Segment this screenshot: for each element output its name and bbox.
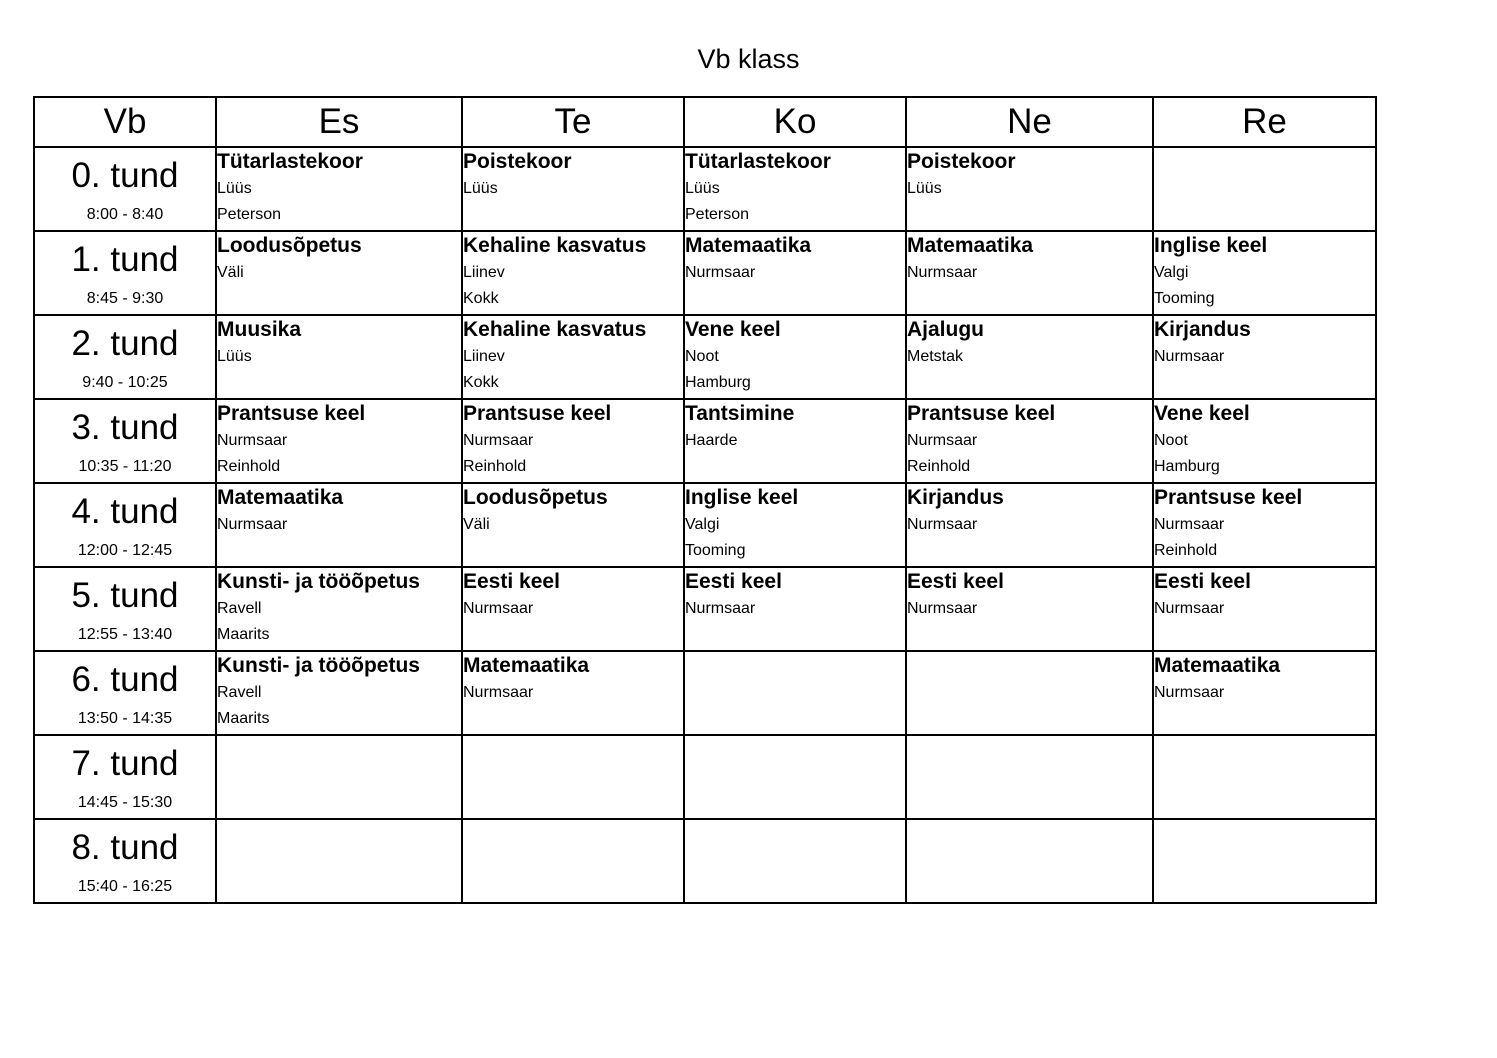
- period-time: 9:40 - 10:25: [82, 374, 168, 391]
- lesson-cell: [1153, 315, 1376, 399]
- lesson-cell: [906, 567, 1153, 651]
- subject-name: Kirjandus: [1154, 318, 1251, 341]
- subject-name: Vene keel: [1154, 402, 1250, 425]
- teacher-name: Nurmsaar: [463, 432, 534, 449]
- day-header: Te: [462, 97, 684, 147]
- teacher-name: Ravell: [217, 600, 262, 617]
- lesson-cell: [1153, 147, 1376, 231]
- period-cell: [34, 483, 216, 567]
- lesson-cell: [462, 483, 684, 567]
- period-cell: [34, 231, 216, 315]
- day-header: Ne: [906, 97, 1153, 147]
- lesson-cell: [684, 231, 906, 315]
- period-time: 14:45 - 15:30: [77, 794, 173, 811]
- period-name: 3. tund: [71, 408, 179, 447]
- subject-name: Kunsti- ja tööõpetus: [217, 570, 420, 593]
- subject-name: Matemaatika: [685, 234, 812, 257]
- period-name: 5. tund: [71, 576, 179, 615]
- lesson-cell: [906, 735, 1153, 819]
- lesson-cell: [1153, 399, 1376, 483]
- lesson-cell: [684, 819, 906, 903]
- period-name: 2. tund: [71, 324, 179, 363]
- lesson-cell: [216, 147, 462, 231]
- subject-name: Matemaatika: [907, 234, 1034, 257]
- teacher-name: Haarde: [685, 432, 738, 449]
- lesson-cell: [1153, 735, 1376, 819]
- lesson-cell: [906, 231, 1153, 315]
- period-name: 6. tund: [71, 660, 179, 699]
- subject-name: Poistekoor: [907, 150, 1016, 173]
- lesson-cell: [684, 567, 906, 651]
- lesson-cell: [1153, 483, 1376, 567]
- page-title: Vb klass: [697, 44, 800, 74]
- subject-name: Kunsti- ja tööõpetus: [217, 654, 420, 677]
- teacher-name: Väli: [463, 516, 490, 533]
- teacher-name: Reinhold: [217, 458, 281, 475]
- header-row: [34, 97, 1376, 147]
- lesson-cell: [906, 399, 1153, 483]
- period-row: [34, 735, 1376, 819]
- lesson-cell: [462, 399, 684, 483]
- lesson-cell: [1153, 651, 1376, 735]
- subject-name: Kehaline kasvatus: [463, 234, 647, 257]
- period-row: [34, 483, 1376, 567]
- period-cell: [34, 567, 216, 651]
- period-cell: [34, 735, 216, 819]
- subject-name: Tütarlastekoor: [217, 150, 363, 173]
- teacher-name: Nurmsaar: [217, 432, 288, 449]
- subject-name: Prantsuse keel: [907, 402, 1056, 425]
- day-header: Es: [216, 97, 462, 147]
- teacher-name: Nurmsaar: [685, 600, 756, 617]
- teacher-name: Nurmsaar: [907, 516, 978, 533]
- lesson-cell: [1153, 819, 1376, 903]
- lesson-cell: [216, 231, 462, 315]
- lesson-cell: [462, 147, 684, 231]
- teacher-name: Liinev: [463, 348, 505, 365]
- lesson-cell: [216, 567, 462, 651]
- teacher-name: Hamburg: [685, 374, 751, 391]
- period-row: [34, 819, 1376, 903]
- subject-name: Matemaatika: [1154, 654, 1281, 677]
- lesson-cell: [462, 315, 684, 399]
- period-time: 8:45 - 9:30: [86, 290, 164, 307]
- teacher-name: Liinev: [463, 264, 505, 281]
- teacher-name: Nurmsaar: [463, 600, 534, 617]
- teacher-name: Lüüs: [217, 180, 252, 197]
- subject-name: Ajalugu: [907, 318, 984, 341]
- period-time: 10:35 - 11:20: [78, 458, 172, 475]
- subject-name: Poistekoor: [463, 150, 572, 173]
- teacher-name: Tooming: [1154, 290, 1215, 307]
- timetable-body: [34, 147, 1376, 903]
- teacher-name: Reinhold: [463, 458, 527, 475]
- teacher-name: Lüüs: [907, 180, 942, 197]
- subject-name: Loodusõpetus: [217, 234, 362, 257]
- subject-name: Eesti keel: [907, 570, 1004, 593]
- teacher-name: Peterson: [217, 206, 282, 223]
- teacher-name: Reinhold: [1154, 542, 1218, 559]
- subject-name: Tütarlastekoor: [685, 150, 831, 173]
- lesson-cell: [684, 735, 906, 819]
- teacher-name: Kokk: [463, 290, 499, 307]
- teacher-name: Nurmsaar: [217, 516, 288, 533]
- period-cell: [34, 819, 216, 903]
- lesson-cell: [216, 651, 462, 735]
- teacher-name: Peterson: [685, 206, 750, 223]
- subject-name: Prantsuse keel: [1154, 486, 1303, 509]
- period-time: 12:00 - 12:45: [77, 542, 173, 559]
- teacher-name: Nurmsaar: [907, 432, 978, 449]
- subject-name: Prantsuse keel: [463, 402, 612, 425]
- teacher-name: Metstak: [907, 348, 964, 365]
- teacher-name: Nurmsaar: [1154, 600, 1225, 617]
- subject-name: Loodusõpetus: [463, 486, 608, 509]
- lesson-cell: [684, 315, 906, 399]
- lesson-cell: [462, 651, 684, 735]
- teacher-name: Nurmsaar: [1154, 516, 1225, 533]
- period-row: [34, 231, 1376, 315]
- period-time: 12:55 - 13:40: [77, 626, 173, 643]
- teacher-name: Väli: [217, 264, 244, 281]
- teacher-name: Lüüs: [217, 348, 252, 365]
- lesson-cell: [462, 819, 684, 903]
- lesson-cell: [216, 819, 462, 903]
- period-cell: [34, 315, 216, 399]
- lesson-cell: [684, 651, 906, 735]
- lesson-cell: [906, 819, 1153, 903]
- subject-name: Eesti keel: [1154, 570, 1251, 593]
- day-header: Ko: [684, 97, 906, 147]
- subject-name: Inglise keel: [685, 486, 799, 509]
- subject-name: Inglise keel: [1154, 234, 1268, 257]
- subject-name: Kehaline kasvatus: [463, 318, 647, 341]
- teacher-name: Kokk: [463, 374, 499, 391]
- teacher-name: Reinhold: [907, 458, 971, 475]
- teacher-name: Tooming: [685, 542, 746, 559]
- teacher-name: Nurmsaar: [907, 600, 978, 617]
- subject-name: Vene keel: [685, 318, 781, 341]
- teacher-name: Nurmsaar: [1154, 348, 1225, 365]
- lesson-cell: [684, 147, 906, 231]
- subject-name: Eesti keel: [463, 570, 560, 593]
- teacher-name: Valgi: [685, 516, 720, 533]
- lesson-cell: [216, 399, 462, 483]
- lesson-cell: [462, 231, 684, 315]
- teacher-name: Nurmsaar: [463, 684, 534, 701]
- period-row: [34, 651, 1376, 735]
- period-cell: [34, 399, 216, 483]
- lesson-cell: [1153, 231, 1376, 315]
- period-cell: [34, 651, 216, 735]
- day-header: Re: [1153, 97, 1376, 147]
- period-row: [34, 567, 1376, 651]
- lesson-cell: [906, 483, 1153, 567]
- subject-name: Matemaatika: [217, 486, 344, 509]
- subject-name: Matemaatika: [463, 654, 590, 677]
- teacher-name: Noot: [685, 348, 719, 365]
- subject-name: Muusika: [217, 318, 302, 341]
- period-time: 13:50 - 14:35: [77, 710, 173, 727]
- lesson-cell: [216, 735, 462, 819]
- period-row: [34, 399, 1376, 483]
- timetable: [33, 96, 1377, 904]
- teacher-name: Lüüs: [685, 180, 720, 197]
- lesson-cell: [462, 567, 684, 651]
- teacher-name: Nurmsaar: [1154, 684, 1225, 701]
- period-name: 1. tund: [71, 240, 179, 279]
- teacher-name: Nurmsaar: [907, 264, 978, 281]
- subject-name: Prantsuse keel: [217, 402, 366, 425]
- period-row: [34, 147, 1376, 231]
- period-name: 7. tund: [71, 744, 179, 783]
- subject-name: Tantsimine: [685, 402, 795, 425]
- teacher-name: Ravell: [217, 684, 262, 701]
- lesson-cell: [906, 651, 1153, 735]
- lesson-cell: [216, 315, 462, 399]
- lesson-cell: [216, 483, 462, 567]
- period-name: 0. tund: [71, 156, 179, 195]
- teacher-name: Maarits: [217, 710, 270, 727]
- period-time: 15:40 - 16:25: [77, 878, 173, 895]
- teacher-name: Maarits: [217, 626, 270, 643]
- lesson-cell: [906, 147, 1153, 231]
- period-name: 8. tund: [71, 828, 179, 867]
- period-cell: [34, 147, 216, 231]
- subject-name: Kirjandus: [907, 486, 1004, 509]
- lesson-cell: [462, 735, 684, 819]
- period-row: [34, 315, 1376, 399]
- period-time: 8:00 - 8:40: [86, 206, 164, 223]
- class-name-header: Vb: [34, 97, 216, 147]
- lesson-cell: [684, 399, 906, 483]
- teacher-name: Valgi: [1154, 264, 1189, 281]
- teacher-name: Hamburg: [1154, 458, 1220, 475]
- lesson-cell: [684, 483, 906, 567]
- lesson-cell: [906, 315, 1153, 399]
- lesson-cell: [1153, 567, 1376, 651]
- teacher-name: Noot: [1154, 432, 1188, 449]
- period-name: 4. tund: [71, 492, 179, 531]
- teacher-name: Nurmsaar: [685, 264, 756, 281]
- subject-name: Eesti keel: [685, 570, 782, 593]
- teacher-name: Lüüs: [463, 180, 498, 197]
